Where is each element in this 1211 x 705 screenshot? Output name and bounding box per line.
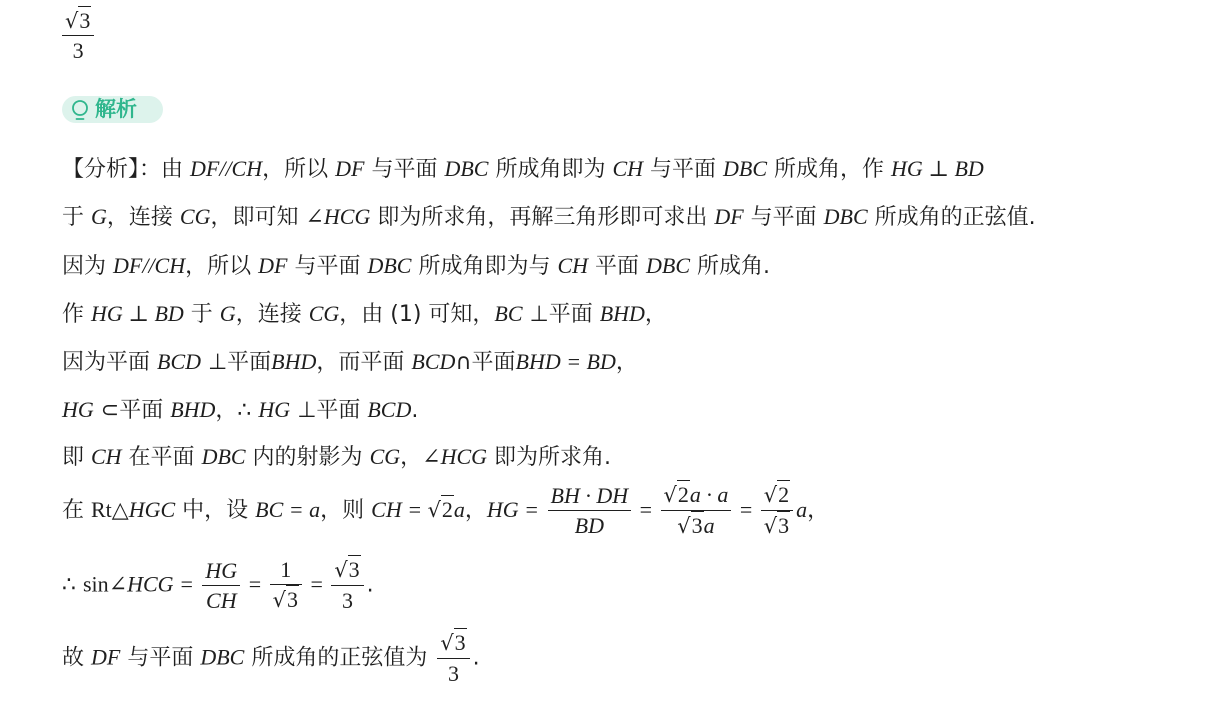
fraction-hg-over-ch	[202, 557, 240, 613]
text-segment: ∩平面	[455, 350, 516, 375]
text-segment	[331, 559, 363, 586]
text-segment: √	[427, 498, 441, 522]
math-text: DF	[258, 253, 288, 278]
text-segment: 2	[778, 482, 790, 507]
math-text: ∠HCG	[422, 444, 488, 469]
fraction-final-answer	[437, 632, 469, 685]
math-text: a	[703, 513, 715, 538]
text-segment: 即为所求角，再解三角形即可求出	[370, 205, 715, 230]
analysis-line-1	[62, 152, 984, 183]
math-text: ∠HCG	[305, 204, 371, 229]
text-segment: 即	[62, 445, 91, 470]
text-segment: =	[734, 497, 758, 522]
math-text: CH =	[371, 497, 428, 522]
math-text: HG	[62, 397, 94, 422]
text-segment	[761, 511, 793, 538]
math-text: DBC	[823, 204, 868, 229]
math-text: DBC	[646, 253, 691, 278]
math-text: DF//CH	[190, 156, 263, 181]
text-segment: 所成角即为与	[411, 254, 558, 279]
text-segment: Rt	[91, 497, 112, 522]
math-text: DF//CH	[113, 253, 186, 278]
text-segment: ，	[807, 498, 830, 523]
text-segment: 2	[441, 497, 453, 522]
answer-sqrt-arg: 3	[79, 8, 91, 33]
text-segment: 中，设	[175, 498, 256, 523]
math-text: CG	[308, 301, 340, 326]
text-segment: 与平面	[643, 157, 724, 182]
math-text: HG ⊥ BD	[891, 156, 984, 181]
math-text: CH	[91, 444, 122, 469]
math-text: CH	[557, 253, 589, 278]
solution-line-5	[62, 440, 611, 471]
text-segment: ，则	[320, 498, 372, 523]
text-segment: 所成角.	[690, 254, 771, 279]
math-text: BD	[574, 513, 604, 538]
text-segment: √	[763, 514, 778, 538]
math-text: HG ⊥ BD	[91, 301, 184, 326]
text-segment: 3	[342, 588, 354, 613]
text-segment: .	[366, 572, 374, 598]
text-segment: ，而平面	[316, 350, 412, 375]
text-segment: 于	[62, 205, 91, 230]
text-segment: 3	[454, 630, 466, 655]
text-segment: ，∴	[215, 398, 259, 423]
math-text: DF	[714, 204, 744, 229]
text-segment	[428, 497, 454, 522]
text-segment: 3	[691, 513, 703, 538]
text-segment: ，连接	[106, 205, 180, 230]
text-segment: √	[763, 483, 778, 507]
fraction-root2a-a-over-root3a	[661, 484, 732, 538]
math-text: DBC	[723, 156, 768, 181]
text-segment	[65, 8, 91, 33]
math-text: DF	[335, 156, 365, 181]
text-segment: =	[304, 571, 329, 597]
text-segment: △	[111, 497, 129, 522]
solution-line-3	[62, 345, 638, 376]
answer-fraction	[62, 10, 94, 62]
fraction-root2-over-root3	[761, 484, 793, 538]
solution-line-7	[62, 559, 374, 612]
analysis-badge-label: 解析	[95, 97, 137, 121]
solution-line-6	[62, 484, 829, 538]
text-segment: ，	[400, 445, 423, 470]
text-segment	[661, 484, 732, 511]
math-text: HG	[202, 560, 240, 586]
text-segment: 3	[348, 557, 360, 582]
text-segment	[62, 10, 94, 36]
math-text: DBC	[444, 156, 489, 181]
math-text: BH · DH	[548, 485, 632, 511]
text-segment: 在平面	[121, 445, 202, 470]
math-text: DBC	[367, 253, 412, 278]
math-text: HG	[258, 397, 291, 422]
fraction-bh-dh-over-bd	[548, 485, 632, 537]
math-text: DF	[91, 644, 121, 670]
text-segment: ，	[464, 498, 487, 523]
text-segment: 所成角的正弦值.	[867, 205, 1036, 230]
text-segment: 1	[270, 559, 302, 585]
text-segment	[764, 482, 790, 507]
lightbulb-icon	[70, 99, 90, 123]
math-text: BHD	[271, 349, 317, 374]
text-segment: 【分析】：由	[62, 157, 190, 182]
text-segment: 3	[778, 513, 790, 538]
math-text: DBC	[201, 444, 246, 469]
text-segment: ⊥平面	[201, 350, 272, 375]
math-text: a	[796, 497, 808, 522]
text-segment: 故	[62, 645, 91, 671]
math-text: BHD	[170, 397, 216, 422]
text-segment: =	[634, 497, 658, 522]
text-segment: ⊥平面	[522, 302, 600, 327]
text-segment: 所成角，作	[767, 157, 892, 182]
text-segment: 因为	[62, 254, 113, 279]
text-segment: .	[472, 645, 480, 671]
fraction-1-over-root3	[270, 559, 302, 612]
math-text: G	[219, 301, 236, 326]
solution-line-1	[62, 249, 770, 280]
text-segment: ⊥平面	[290, 398, 368, 423]
text-segment: ，	[644, 302, 667, 327]
text-segment: √	[65, 9, 79, 33]
text-segment: √	[677, 514, 691, 538]
text-segment	[334, 557, 360, 582]
text-segment	[440, 630, 466, 655]
text-segment: .	[411, 398, 419, 423]
text-segment: 2	[677, 482, 689, 507]
math-text: CG	[179, 204, 211, 229]
text-segment: 在	[62, 498, 91, 523]
text-segment: ，由 (1) 可知，	[339, 302, 495, 327]
text-segment	[273, 587, 299, 612]
answer-denominator: 3	[72, 38, 84, 63]
text-segment: ，即可知	[210, 205, 306, 230]
text-segment: ，所以	[185, 254, 259, 279]
math-text: BCD	[411, 349, 456, 374]
text-segment: 平面	[588, 254, 647, 279]
math-text: DBC	[200, 644, 245, 670]
math-text: BC = a	[255, 497, 321, 522]
text-segment	[764, 513, 790, 538]
text-segment: ⊂平面	[93, 398, 171, 423]
text-segment: 与平面	[120, 645, 201, 671]
text-segment: 所成角即为	[488, 157, 613, 182]
math-text: CH	[206, 587, 237, 613]
math-text: ∠HCG =	[108, 571, 200, 597]
math-text: a	[453, 497, 465, 522]
text-segment	[62, 10, 94, 62]
text-segment: =	[243, 571, 267, 597]
text-segment: ，连接	[235, 302, 309, 327]
text-segment: 所成角的正弦值为	[244, 645, 435, 671]
text-segment	[270, 585, 302, 612]
math-text: CG	[369, 444, 401, 469]
text-segment: 3	[286, 587, 298, 612]
text-segment: √	[440, 631, 454, 655]
solution-conclusion	[62, 632, 480, 685]
math-text: BC	[494, 301, 523, 326]
text-segment: √	[663, 483, 677, 507]
math-text: BHD = BD	[515, 349, 616, 374]
text-segment	[761, 484, 793, 511]
text-segment: √	[272, 588, 286, 612]
text-segment: ∴	[62, 572, 83, 598]
text-segment	[437, 632, 469, 659]
text-segment: 3	[447, 661, 459, 686]
analysis-line-2	[62, 200, 1036, 231]
math-text: CH	[612, 156, 644, 181]
text-segment: 即为所求角.	[487, 445, 612, 470]
text-segment: 与平面	[364, 157, 445, 182]
text-segment: 于	[183, 302, 220, 327]
text-segment	[661, 511, 732, 538]
math-text: HGC	[128, 497, 176, 522]
math-text: BCD	[367, 397, 412, 422]
text-segment: sin	[83, 571, 109, 597]
fraction-root3-over-3	[331, 559, 363, 612]
text-segment: 与平面	[287, 254, 368, 279]
text-segment	[677, 513, 703, 538]
math-text: HG =	[486, 497, 545, 522]
text-segment: 因为平面	[62, 350, 157, 375]
math-text: a · a	[689, 482, 729, 507]
solution-line-4	[62, 393, 418, 424]
solution-line-2	[62, 297, 667, 328]
text-segment: ，	[615, 350, 638, 375]
text-segment: 与平面	[743, 205, 824, 230]
text-segment: 作	[62, 302, 91, 327]
analysis-badge	[62, 96, 163, 123]
math-text: BHD	[599, 301, 645, 326]
text-segment: √	[334, 558, 348, 582]
text-segment	[664, 482, 690, 507]
math-text: G	[91, 204, 107, 229]
math-text: BCD	[157, 349, 201, 374]
text-segment: ，所以	[262, 157, 336, 182]
text-segment: 内的射影为	[245, 445, 370, 470]
